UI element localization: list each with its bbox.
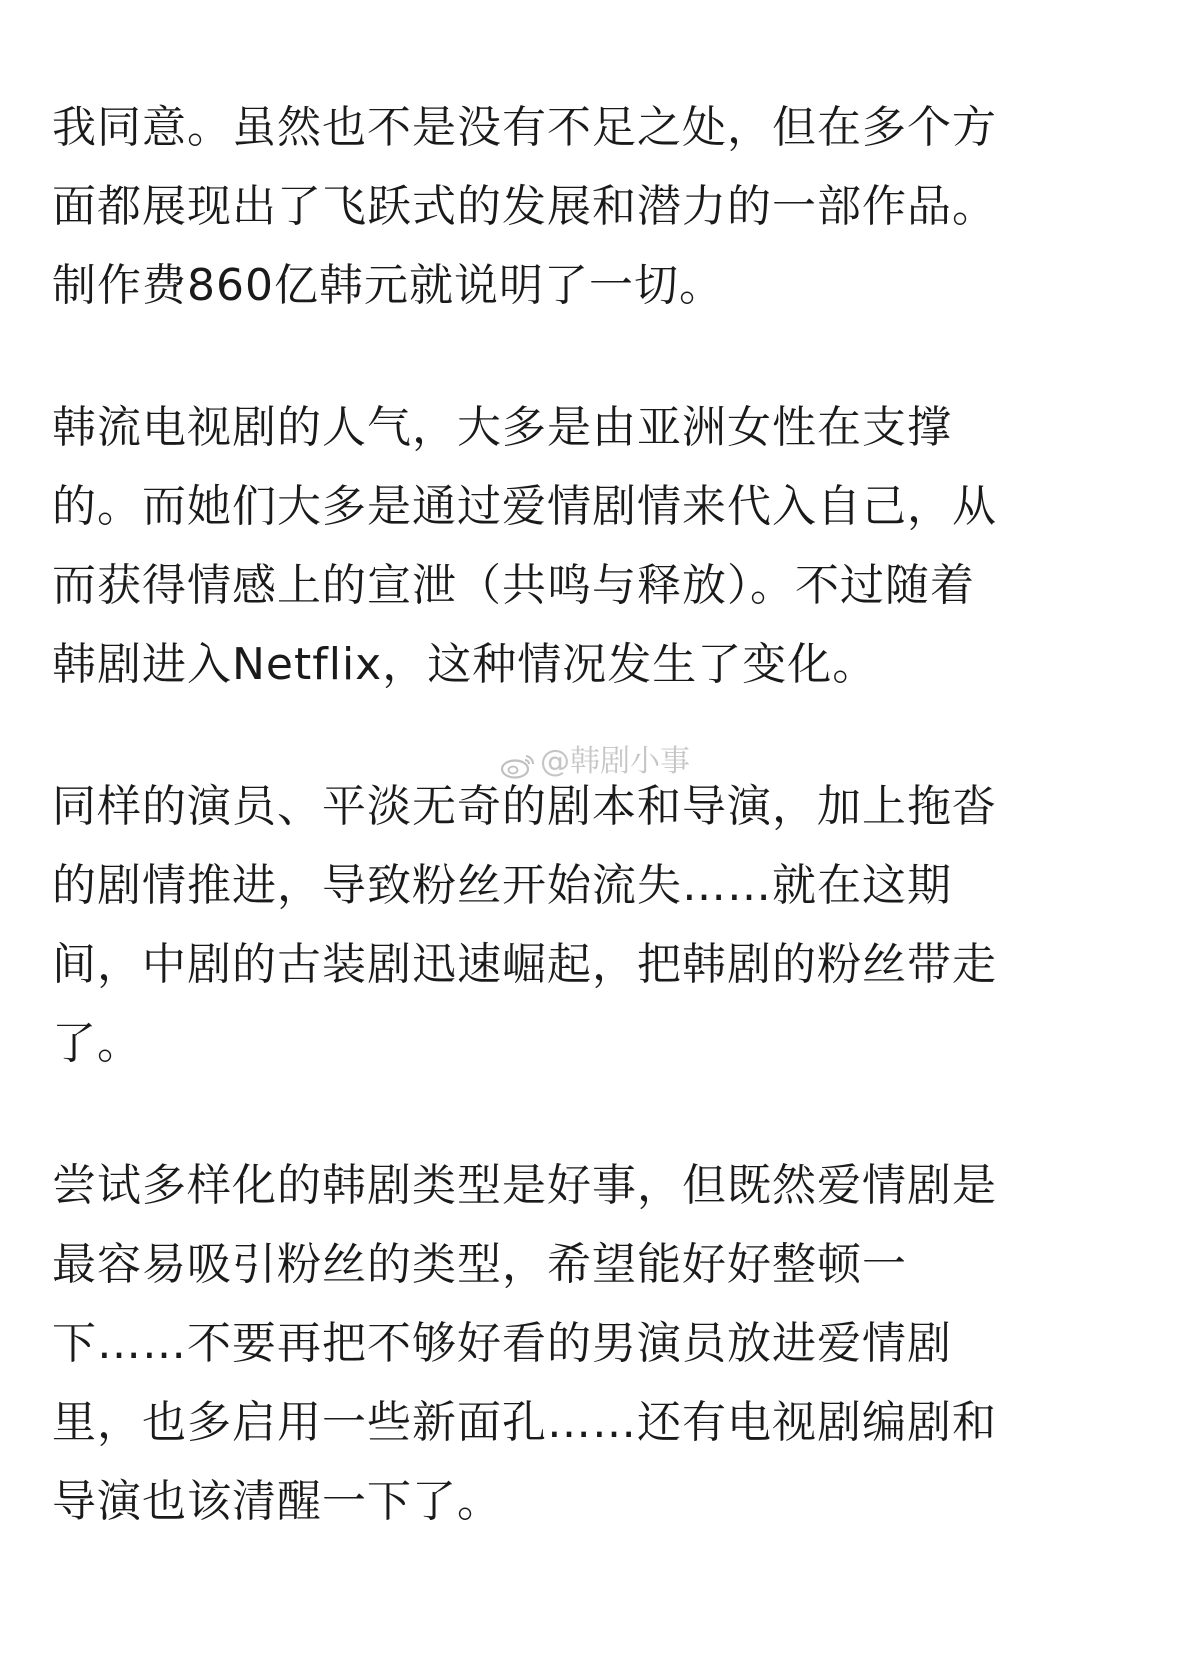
text-line: 的。而她们大多是通过爱情剧情来代入自己，从 xyxy=(52,481,997,532)
text-line: 里，也多启用一些新面孔……还有电视剧编剧和 xyxy=(52,1397,997,1448)
paragraph-2 xyxy=(52,388,1152,704)
text-line: 我同意。虽然也不是没有不足之处，但在多个方 xyxy=(52,102,997,153)
article-body xyxy=(52,88,1152,1604)
text-line: 间，中剧的古装剧迅速崛起，把韩剧的粉丝带走 xyxy=(52,939,997,990)
text-line: 制作费860亿韩元就说明了一切。 xyxy=(52,260,724,311)
text-line: 下……不要再把不够好看的男演员放进爱情剧 xyxy=(52,1318,952,1369)
paragraph-4 xyxy=(52,1146,1152,1541)
text-line: 韩剧进入Netflix，这种情况发生了变化。 xyxy=(52,639,878,690)
text-line: 同样的演员、平淡无奇的剧本和导演，加上拖沓 xyxy=(52,781,997,832)
text-line: 尝试多样化的韩剧类型是好事，但既然爱情剧是 xyxy=(52,1160,997,1211)
paragraph-3 xyxy=(52,767,1152,1083)
weibo-icon xyxy=(500,750,536,776)
paragraph-1 xyxy=(52,88,1152,325)
text-line: 了。 xyxy=(52,1018,142,1069)
text-line: 最容易吸引粉丝的类型，希望能好好整顿一 xyxy=(52,1239,907,1290)
text-line: 面都展现出了飞跃式的发展和潜力的一部作品。 xyxy=(52,181,997,232)
text-line: 而获得情感上的宣泄（共鸣与释放）。不过随着 xyxy=(52,560,975,611)
text-line: 的剧情推进，导致粉丝开始流失……就在这期 xyxy=(52,860,952,911)
watermark xyxy=(500,742,690,782)
watermark-text: @韩剧小事 xyxy=(540,744,690,779)
text-line: 韩流电视剧的人气，大多是由亚洲女性在支撑 xyxy=(52,402,952,453)
text-line: 导演也该清醒一下了。 xyxy=(52,1476,502,1527)
